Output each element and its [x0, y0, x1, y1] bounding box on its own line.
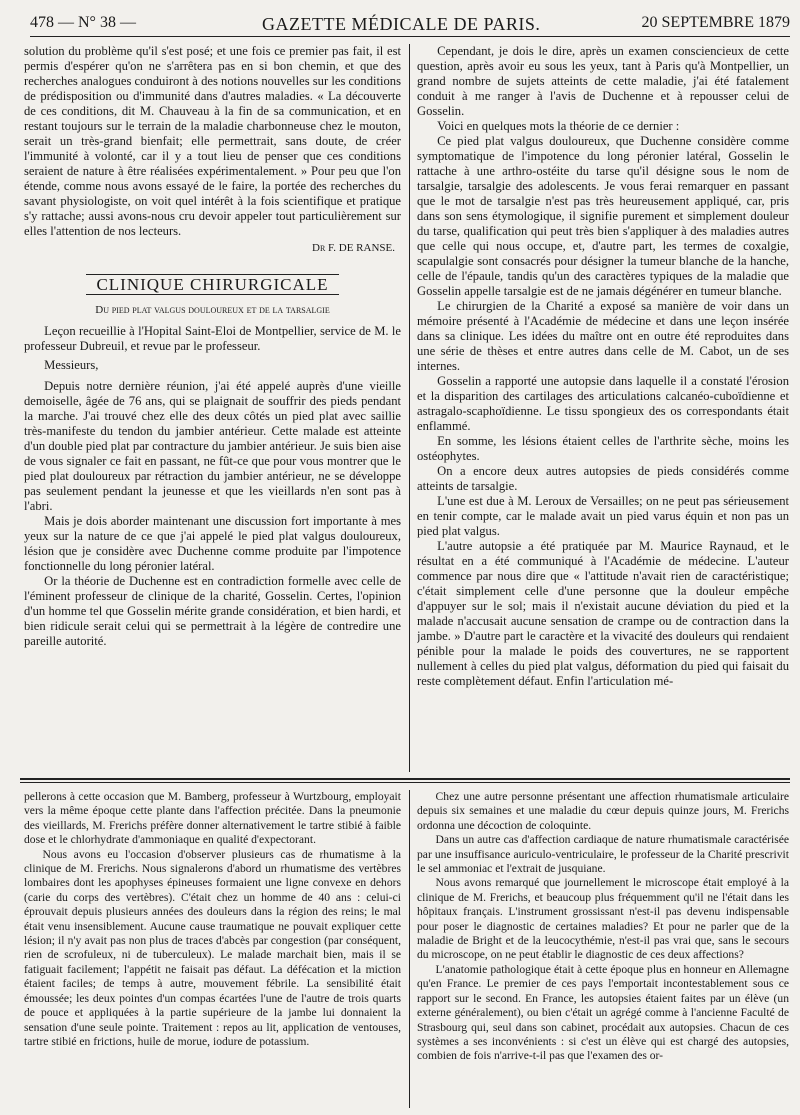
article-paragraph: Mais je dois aborder maintenant une discussion fort importante à mes yeux sur la nature de ce que j'ai appelé le pied plat valgus douloureux, lésion que je considère avec Duchenne comme produite par l'impotence fonctionnelle du long péronier latéral. — [24, 514, 401, 573]
article-paragraph: solution du problème qu'il s'est posé; et une fois ce premier pas fait, il est permis d'espérer qu'on ne s'arrêtera pas en si bon chemin, et que des recherches analogues conduiront à des notions nouvelles sur les conditions de prédisposition ou d'immunité dans d'autres maladies. « La découverte de ces conditions, dit M. Chauveau à la fin de sa communication, et en restant toujours sur le terrain de la maladie charbonneuse chez le mouton, serait un très-grand bienfait; elle permettrait, sans doute, de créer l'immunité à volonté, car il y a tout lieu de penser que ces conditions seraient de nature à être réalisées expérimentalement. » Pour peu que l'on étende, comme nous avons essayé de le faire, la portée des recherches du savant physiologiste, on voit quel intérêt à la fois scientifique et pratique s'y rattache; aussi avons-nous cru devoir appeler tout particulièrement sur elles l'attention de nos lecteurs. — [24, 44, 401, 238]
article-paragraph: Ce pied plat valgus douloureux, que Duchenne considère comme symptomatique de l'impotence du long péronier latéral, Gosselin le rattache à une arthro-ostéite du tarse qu'il désigne sous le nom de tarsalgie, tarsalgie des adolescents. Je vous ferai remarquer en passant que le mot de tarsalgie n'est pas très heureusement appliqué, car, pris dans son sens étymologique, il signifie purement et simplement douleur du tarse, qualification qui peut très bien s'appliquer à des maladies autres que celle qui nous occupe, et, d'autre part, les termes de coxalgie, scapulalgie sont consacrés pour désigner la tumeur blanche de la hanche, celle de l'épaule, tandis qu'un des caractères typiques de la maladie que Gosselin appelle tarsalgie est de ne jamais dégénérer en tumeur blanche. — [417, 134, 789, 298]
article-paragraph: Chez une autre personne présentant une affection rhumatismale articulaire depuis six semaines et une maladie du cœur depuis quinze jours, M. Frerichs ordonna une décoction de coloquinte. — [417, 790, 789, 832]
article-paragraph: Gosselin a rapporté une autopsie dans laquelle il a constaté l'érosion et la disparition des cartilages des articulations calcanéo-cuboïdienne et astragalo-scaphoïdienne. Le tissu spongieux des os correspondants était enflammé. — [417, 374, 789, 433]
article-paragraph: Le chirurgien de la Charité a exposé sa manière de voir dans un mémoire présenté à l'Académie de médecine et dans une leçon insérée dans sa clinique. Les idées du maître ont en outre été reproduites dans une série de thèses et entre autres dans celle de M. Cabot, un de ses internes. — [417, 299, 789, 373]
article-paragraph: Cependant, je dois le dire, après un examen consciencieux de cette question, après avoir eu sous les yeux, tant à Paris qu'à Montpellier, un grand nombre de sujets atteints de cette maladie, j'ai été fatalement conduit à me ranger à l'avis de Duchenne et à repousser celui de Gosselin. — [417, 44, 789, 118]
article-paragraph: Nous avons remarqué que journellement le microscope était employé à la clinique de M. Frerichs, et beaucoup plus fréquemment qu'il ne l'était dans les hôpitaux français. L'instrument grossissant n'est-il pas devenu indispensable pour poser le diagnostic de certaines maladies? Et pour ne parler que de la maladie de Bright et de la leucocythémie, n'est-il pas vrai que, sans le secours du microscope, on ne peut établir le diagnostic de ces deux affections? — [417, 876, 789, 962]
page-number: 478 — N° 38 — — [30, 14, 136, 31]
lecture-intro: Leçon recueillie à l'Hopital Saint-Eloi de Montpellier, service de M. le professeur Dubreuil, et revue par le professeur. — [24, 324, 401, 353]
signature: Dr F. DE RANSE. — [312, 242, 395, 254]
column-divider — [409, 44, 410, 772]
article-paragraph: Dans un autre cas d'affection cardiaque de nature rhumatismale caractérisée par une insuffisance auriculo-ventriculaire, le professeur de la Charité prescrivit le sel ammoniac et l'extrait de jusquiane. — [417, 833, 789, 876]
article-paragraph: L'anatomie pathologique était à cette époque plus en honneur en Allemagne qu'en France. Le premier de ces pays l'emportait incontestablement sous ce rapport sur le second. En France, les autopsies étaient faites par un élève (un externe généralement), ou bien c'était un agrégé comme à l'ancienne Faculté de Strasbourg qui, seul dans son cabinet, procédait aux autopsies. Chacun de ces systèmes a ses inconvénients : si c'est un élève qui est chargé des autopsies, combien de fois n'arrive-t-il pas que l'examen des or- — [417, 962, 789, 1063]
feuilleton-left-column — [24, 790, 401, 1108]
page-header — [30, 14, 790, 37]
feuilleton-separator — [20, 782, 790, 783]
article-paragraph: Voici en quelques mots la théorie de ce dernier : — [437, 119, 680, 133]
journal-title: GAZETTE MÉDICALE DE PARIS. — [262, 14, 541, 34]
feuilleton-separator — [20, 778, 790, 780]
article-paragraph: Nous avons eu l'occasion d'observer plusieurs cas de rhumatisme à la clinique de M. Frerichs. Nous signalerons d'abord un rhumatisme des vertèbres lombaires dont les apophyses épineuses formaient une ligne convexe en dehors (carie du corps des vertèbres). C'était chez un homme de 40 ans : celui-ci éprouvait depuis plusieurs années des douleurs dans la région des reins; le mal était venu insensiblement. Aucune cause traumatique ne pouvait expliquer cette lésion; il n'y avait pas non plus de traces d'abcès par congestion (par conséquent, rien de scrofuleux, ni de tuberculeux). Le malade marchait bien, mais il se fatiguait facilement; l'appétit ne faisait pas défaut. La défécation et la miction étaient faciles; de temps à autre, mouvement fébrile. La sensibilité était émoussée; les deux pointes d'un compas écartées l'une de l'autre de trois quarts de pouce et appliquées à la partie supérieure de la jambe lui donnaient la sensation d'une seule pointe. Traitement : repos au lit, application de ventouses, tartre stibié en frictions, huile de morue, iodure de potassium. — [24, 847, 401, 1048]
section-heading: CLINIQUE CHIRURGICALE — [24, 274, 401, 295]
article-paragraph: On a encore deux autres autopsies de pieds considérés comme atteints de tarsalgie. — [417, 464, 789, 493]
article-paragraph: Or la théorie de Duchenne est en contradiction formelle avec celle de l'éminent professeur de clinique de la charité, Gosselin. Certes, l'opinion d'un homme tel que Gosselin mérite grande considération, et bien hardi, et bien ridicule serait celui qui se permettrait à la légère de contredire une pareille autorité. — [24, 574, 401, 648]
right-column — [417, 44, 789, 772]
column-divider — [409, 790, 410, 1108]
article-paragraph: En somme, les lésions étaient celles de l'arthrite sèche, moins les ostéophytes. — [417, 434, 789, 463]
article-paragraph: Depuis notre dernière réunion, j'ai été appelé auprès d'une vieille demoiselle, âgée de 76 ans, qui se plaignait de souffrir des pieds pendant la marche. J'ai trouvé chez elle des deux côtés un pied plat avec saillie très-manifeste du tendon du jambier antérieur. Cette malade est atteinte d'un double pied plat par contracture du jambier antérieur. Je suis bien aise de vous signaler ce fait en passant, ne fût-ce que pour vous montrer que le pied plat douloureux par rétraction du jambier antérieur, ne se développe pas seulement pendant la jeunesse et que les vieillards n'en sont pas à l'abri. — [24, 379, 401, 513]
issue-date: 20 SEPTEMBRE 1879 — [641, 14, 790, 31]
article-subtitle: Du pied plat valgus douloureux et de la tarsalgie — [95, 304, 330, 316]
left-column — [24, 44, 401, 772]
article-paragraph: pellerons à cette occasion que M. Bamberg, professeur à Wurtzbourg, employait vers la même époque cette plante dans l'affection précitée. Dans la pneumonie des vieillards, M. Frerichs préfère donner alternativement le tartre stibié à faible dose et le chlorhydrate d'ammoniaque en qualité d'expectorant. — [24, 790, 401, 847]
salutation: Messieurs, — [44, 358, 99, 372]
article-paragraph: L'une est due à M. Leroux de Versailles; on ne peut pas sérieusement en tenir compte, car le malade avait un pied varus équin et non pas un pied plat valgus. — [417, 494, 789, 538]
feuilleton-right-column — [417, 790, 789, 1108]
article-paragraph: L'autre autopsie a été pratiquée par M. Maurice Raynaud, et le résultat en a été communiqué à l'Académie de médecine. L'auteur commence par nous dire que « l'attitude n'avait rien de caractéristique; c'était simplement celle d'une personne que la douleur empêche d'appuyer sur le sol; mais il n'existait aucune déviation du pied et la malade n'accusait aucune sensation de crampe ou de contraction dans la jambe. » D'autre part le caractère et la vivacité des douleurs qui rendaient pénible pour la malade le poids des couvertures, ne se rapportent nullement à celles du pied plat valgus, déformation du pied qui faisait du reste complètement défaut. Enfin l'articulation mé- — [417, 539, 789, 688]
